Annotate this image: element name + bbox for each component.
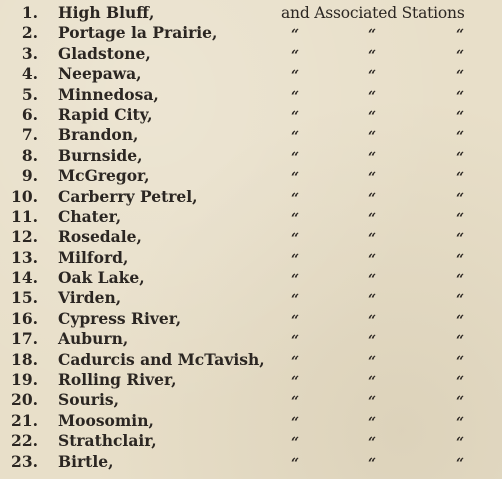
- ditto-mark: “: [456, 292, 465, 309]
- ditto-mark: “: [291, 170, 300, 187]
- station-name: Brandon,: [58, 125, 139, 145]
- station-name: Birtle,: [58, 451, 114, 471]
- item-number: 8.: [21, 145, 38, 165]
- station-name: Carberry Petrel,: [58, 186, 198, 206]
- ditto-mark: “: [456, 68, 465, 85]
- item-number: 15.: [11, 288, 38, 308]
- station-name: McGregor,: [58, 166, 150, 186]
- ditto-mark: “: [291, 353, 300, 370]
- list-item: [0, 248, 502, 268]
- ditto-mark: “: [291, 88, 300, 105]
- list-item: [0, 411, 502, 431]
- ditto-mark: “: [368, 88, 377, 105]
- ditto-mark: “: [291, 435, 300, 452]
- ditto-mark: “: [368, 414, 377, 431]
- item-number: 18.: [11, 349, 38, 369]
- item-number: 10.: [11, 186, 38, 206]
- ditto-mark: “: [291, 108, 300, 125]
- list-item: [0, 207, 502, 227]
- list-item: [0, 3, 502, 23]
- list-item: [0, 350, 502, 370]
- ditto-mark: “: [368, 68, 377, 85]
- ditto-mark: “: [368, 435, 377, 452]
- ditto-mark: “: [368, 170, 377, 187]
- ditto-mark: “: [291, 47, 300, 64]
- station-name: Virden,: [58, 288, 122, 308]
- station-name: Cadurcis and McTavish,: [58, 349, 265, 369]
- item-number: 22.: [11, 431, 38, 451]
- ditto-mark: “: [456, 353, 465, 370]
- ditto-mark: “: [368, 47, 377, 64]
- ditto-mark: “: [456, 190, 465, 207]
- item-number: 11.: [11, 206, 38, 226]
- station-name: Oak Lake,: [58, 268, 145, 288]
- item-number: 6.: [21, 104, 38, 124]
- ditto-mark: “: [456, 231, 465, 248]
- ditto-mark: “: [291, 292, 300, 309]
- list-item: [0, 370, 502, 390]
- ditto-mark: “: [368, 353, 377, 370]
- ditto-mark: “: [368, 251, 377, 268]
- ditto-mark: “: [368, 374, 377, 391]
- station-name: Milford,: [58, 247, 129, 267]
- station-name: Neepawa,: [58, 64, 142, 84]
- list-item: [0, 105, 502, 125]
- item-number: 4.: [21, 64, 38, 84]
- list-item: [0, 85, 502, 105]
- list-item: [0, 64, 502, 84]
- station-name: Chater,: [58, 206, 122, 226]
- list-item: [0, 125, 502, 145]
- ditto-mark: “: [456, 108, 465, 125]
- ditto-mark: “: [456, 27, 465, 44]
- list-item: [0, 44, 502, 64]
- ditto-mark: “: [456, 88, 465, 105]
- ditto-mark: “: [456, 374, 465, 391]
- ditto-mark: “: [368, 231, 377, 248]
- ditto-mark: “: [291, 374, 300, 391]
- ditto-mark: “: [291, 27, 300, 44]
- ditto-mark: “: [291, 394, 300, 411]
- item-number: 21.: [11, 410, 38, 430]
- item-number: 13.: [11, 247, 38, 267]
- station-name: Portage la Prairie,: [58, 23, 218, 43]
- item-number: 23.: [11, 451, 38, 471]
- ditto-mark: “: [291, 190, 300, 207]
- item-number: 20.: [11, 390, 38, 410]
- station-name: Moosomin,: [58, 410, 154, 430]
- ditto-mark: “: [368, 149, 377, 166]
- station-name: Strathclair,: [58, 431, 157, 451]
- ditto-mark: “: [456, 149, 465, 166]
- ditto-mark: “: [456, 47, 465, 64]
- station-name: Minnedosa,: [58, 84, 159, 104]
- list-item: [0, 23, 502, 43]
- ditto-mark: “: [368, 190, 377, 207]
- ditto-mark: “: [456, 129, 465, 146]
- ditto-mark: “: [291, 312, 300, 329]
- station-name: Rosedale,: [58, 227, 142, 247]
- station-name: Auburn,: [58, 329, 129, 349]
- item-number: 2.: [21, 23, 38, 43]
- ditto-mark: “: [456, 333, 465, 350]
- ditto-mark: “: [291, 149, 300, 166]
- item-number: 1.: [21, 3, 38, 22]
- station-name: Rapid City,: [58, 104, 153, 124]
- station-name: Rolling River,: [58, 370, 177, 390]
- ditto-mark: “: [291, 251, 300, 268]
- ditto-mark: “: [368, 312, 377, 329]
- list-item: [0, 268, 502, 288]
- ditto-mark: “: [291, 272, 300, 289]
- ditto-mark: “: [368, 272, 377, 289]
- ditto-mark: “: [456, 394, 465, 411]
- station-name: High Bluff,: [58, 3, 155, 22]
- list-item: [0, 390, 502, 410]
- ditto-mark: “: [368, 210, 377, 227]
- item-number: 12.: [11, 227, 38, 247]
- ditto-mark: “: [456, 210, 465, 227]
- ditto-mark: “: [368, 333, 377, 350]
- ditto-mark: “: [456, 170, 465, 187]
- item-number: 3.: [21, 43, 38, 63]
- ditto-mark: “: [368, 394, 377, 411]
- item-number: 14.: [11, 268, 38, 288]
- ditto-mark: “: [291, 129, 300, 146]
- ditto-mark: “: [291, 68, 300, 85]
- ditto-mark: “: [368, 292, 377, 309]
- ditto-mark: “: [368, 129, 377, 146]
- ditto-mark: “: [368, 108, 377, 125]
- ditto-mark: “: [456, 455, 465, 472]
- list-item: [0, 452, 502, 472]
- list-item: [0, 166, 502, 186]
- ditto-mark: “: [456, 312, 465, 329]
- ditto-mark: “: [456, 251, 465, 268]
- ditto-mark: “: [291, 210, 300, 227]
- list-item: [0, 227, 502, 247]
- list-item: [0, 431, 502, 451]
- list-item: [0, 309, 502, 329]
- ditto-mark: “: [456, 272, 465, 289]
- ditto-mark: “: [291, 231, 300, 248]
- station-name: Souris,: [58, 390, 119, 410]
- ditto-mark: “: [368, 455, 377, 472]
- ditto-mark: “: [456, 414, 465, 431]
- item-number: 5.: [21, 84, 38, 104]
- ditto-mark: “: [291, 333, 300, 350]
- item-number: 19.: [11, 370, 38, 390]
- ditto-mark: “: [368, 27, 377, 44]
- item-number: 16.: [11, 308, 38, 328]
- ditto-mark: “: [291, 455, 300, 472]
- item-number: 7.: [21, 125, 38, 145]
- station-name: Cypress River,: [58, 308, 182, 328]
- item-number: 9.: [21, 166, 38, 186]
- list-item: [0, 329, 502, 349]
- station-name: Gladstone,: [58, 43, 151, 63]
- list-item: [0, 187, 502, 207]
- list-item: [0, 146, 502, 166]
- ditto-mark: “: [456, 435, 465, 452]
- item-number: 17.: [11, 329, 38, 349]
- station-name: Burnside,: [58, 145, 143, 165]
- list-item: [0, 288, 502, 308]
- associated-stations-heading: and Associated Stations: [281, 4, 465, 22]
- station-list: [0, 3, 502, 472]
- ditto-mark: “: [291, 414, 300, 431]
